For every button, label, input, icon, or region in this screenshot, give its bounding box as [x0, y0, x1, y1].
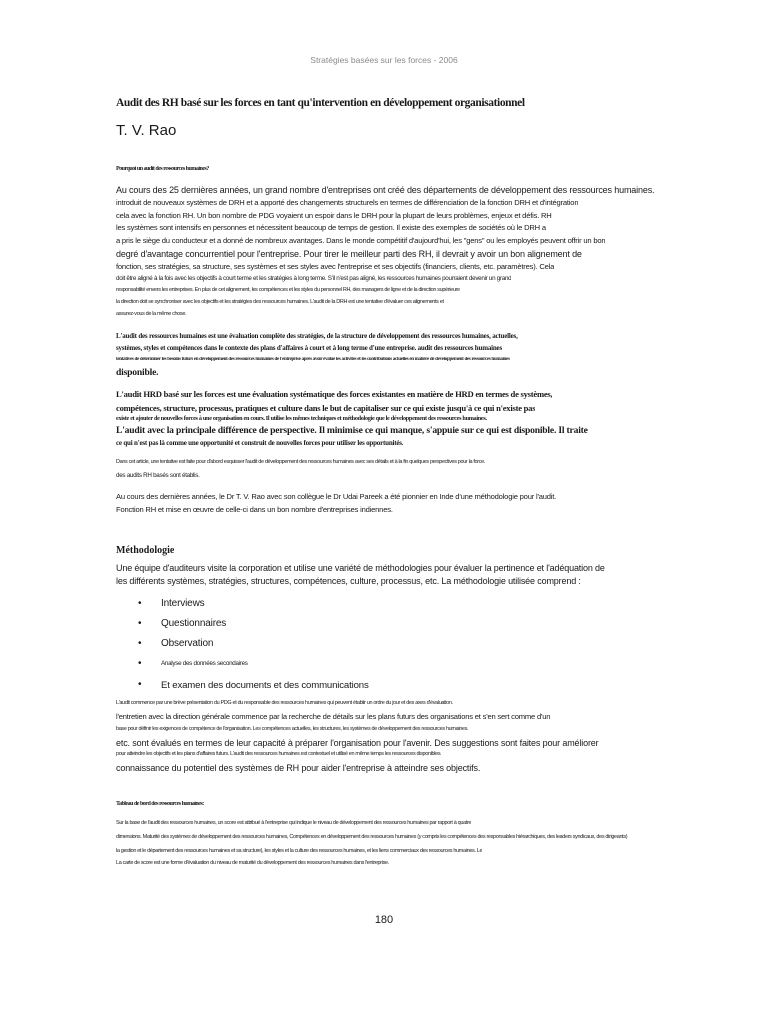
bullet-glyph: • — [138, 618, 142, 629]
list-item: Interviews — [161, 598, 205, 609]
bullet-glyph: • — [138, 598, 142, 609]
article-title: Audit des RH basé sur les forces en tant qu'intervention en développement organisationnel — [116, 97, 525, 109]
paragraph-line: L'audit HRD basé sur les forces est une évaluation systématique des forces existantes en matière de HRD en termes de systèmes, — [116, 389, 553, 399]
paragraph-line: existe et ajouter de nouvelles forces à une organisation en cours. Il utilise les mêmes techniques et méthodologie que le développement des ressources humaines. — [116, 415, 487, 422]
list-item: Observation — [161, 638, 214, 649]
paragraph-line: fonction, ses stratégies, sa structure, ses systèmes et ses styles avec l'entreprise et ses objectifs (financiers, clients, etc. paramètres). Cela — [116, 262, 555, 271]
running-header: Stratégies basées sur les forces - 2006 — [310, 55, 458, 65]
methodology-heading: Méthodologie — [116, 545, 175, 556]
paragraph-line: ce qui n'est pas là comme une opportunité et construit de nouvelles forces pour utiliser les opportunités. — [116, 439, 404, 447]
paragraph-line: Au cours des dernières années, le Dr T. V. Rao avec son collègue le Dr Udai Pareek a été pionnier en Inde d'une méthodologie pour l'audit. — [116, 492, 557, 501]
paragraph-line: cela avec la fonction RH. Un bon nombre de PDG voyaient un espoir dans le DRH pour la plupart de leurs problèmes, enjeux et défis. RH — [116, 211, 552, 220]
paragraph-line: a pris le siège du conducteur et a donné de nombreux avantages. Dans le monde compétitif d'aujourd'hui, les "gens" ou les employés peuvent offrir un bon — [116, 236, 606, 245]
page-number: 180 — [374, 914, 394, 926]
paragraph-line: l'entretien avec la direction générale commence par la recherche de détails sur les plans futurs des organisations et s'en sert comme d'un — [116, 712, 551, 721]
list-item: Analyse des données secondaires — [161, 660, 248, 667]
paragraph-line: Sur la base de l'audit des ressources humaines, un score est attribué à l'entreprise qui indique le niveau de développement des ressources humaines par rapport à quatre — [116, 820, 472, 826]
paragraph-line: les différents systèmes, stratégies, structures, compétences, culture, processus, etc. La méthodologie utilisée comprend : — [116, 576, 581, 586]
paragraph-line: connaissance du potentiel des systèmes de RH pour aider l'entreprise à atteindre ses objectifs. — [116, 763, 481, 773]
paragraph-line: systèmes, styles et compétences dans le contexte des plans d'affaires à court et à long terme d'une entreprise. audit des ressources humaines — [116, 344, 502, 352]
paragraph-line: Une équipe d'auditeurs visite la corporation et utilise une variété de méthodologies pour évaluer la pertinence et l'adéquation de — [116, 563, 605, 573]
paragraph-line: dimensions. Maturité des systèmes de développement des ressources humaines, Compétences en développement des ressources humaines (y compris les compétences des responsables hiérarchiques, des leaders syndicaux, des dirigeants) — [116, 834, 628, 840]
scorecard-heading: Tableau de bord des ressources humaines: — [116, 801, 204, 807]
paragraph-line: assurez-vous de la même chose. — [116, 311, 187, 317]
paragraph-line: Dans cet article, une tentative est faite pour d'abord esquisser l'audit de développement des ressources humaines avec ses détails et à la fin quelques perspectives pour la force. — [116, 459, 486, 465]
paragraph-line: base pour définir les exigences de compétence de l'organisation. Les compétences actuelles, les structures, les systèmes de développement des ressources humaines. — [116, 726, 469, 732]
paragraph-line: la gestion et le département des ressources humaines et sa structure), les styles et la culture des ressources humaines, et les liens commerciaux des ressources humaines. Le — [116, 848, 483, 854]
bullet-glyph: • — [138, 679, 142, 690]
bullet-glyph: • — [138, 658, 142, 669]
paragraph-line: L'audit des ressources humaines est une évaluation complète des stratégies, de la structure de développement des ressources humaines, actuelles, — [116, 332, 518, 340]
author-name: T. V. Rao — [116, 122, 177, 139]
paragraph-line: responsabilité envers les entreprises. En plus de cet alignement, les compétences et les styles du personnel RH, des managers de ligne et de la direction supérieure — [116, 287, 460, 293]
bullet-glyph: • — [138, 638, 142, 649]
paragraph-line: L'audit avec la principale différence de perspective. Il minimise ce qui manque, s'appuie sur ce qui est disponible. Il traite — [116, 425, 588, 436]
paragraph-line: etc. sont évalués en termes de leur capacité à préparer l'organisation pour l'avenir. Des suggestions sont faites pour améliorer — [116, 738, 599, 748]
paragraph-line: la direction doit se synchroniser avec les objectifs et les stratégies des ressources humaines. L'audit de la DRH est une tentative d'évaluer ces alignements et — [116, 299, 444, 305]
paragraph-line: Au cours des 25 dernières années, un grand nombre d'entreprises ont créé des départements de développement des ressources humaines. — [116, 185, 655, 195]
list-item: Et examen des documents et des communications — [161, 680, 369, 691]
paragraph-line: disponible. — [116, 367, 159, 378]
paragraph-line: La carte de score est une forme d'évaluation du niveau de maturité du développement des ressources humaines dans l'entreprise. — [116, 860, 389, 866]
paragraph-line: les systèmes sont intensifs en personnes et nécessitent beaucoup de temps de gestion. Il existe des exemples de sociétés où le DRH a — [116, 223, 546, 232]
paragraph-line: doit être aligné à la fois avec les objectifs à court terme et les stratégies à long terme. S'il n'est pas aligné, les ressources humaines pourraient devenir un grand — [116, 275, 512, 282]
paragraph-line: introduit de nouveaux systèmes de DRH et a apporté des changements structurels en termes de différenciation de la fonction DRH et d'intégration — [116, 198, 579, 207]
paragraph-line: degré d'avantage concurrentiel pour l'entreprise. Pour tirer le meilleur parti des RH, il devrait y avoir un bon alignement de — [116, 249, 582, 259]
paragraph-line: compétences, structure, processus, pratiques et culture dans le but de capitaliser sur ce qui existe jusqu'à ce qui n'existe pas — [116, 403, 536, 413]
paragraph-line: tentatives de déterminer les besoins futurs en développement des ressources humaines de l'entreprise après avoir évalué les activités et les contributions actuelles en matière de développement des ressources humaines — [116, 357, 510, 362]
paragraph-line: L'audit commence par une brève présentation du PDG et du responsable des ressources humaines qui peuvent établir un ordre du jour et des axes d'évaluation. — [116, 700, 453, 706]
paragraph-line: des audits RH basés sont établis. — [116, 472, 200, 479]
list-item: Questionnaires — [161, 618, 227, 629]
paragraph-line: Fonction RH et mise en œuvre de celle-ci dans un bon nombre d'entreprises indiennes. — [116, 505, 393, 514]
paragraph-line: pour atteindre les objectifs et les plans d'affaires futurs. L'audit des ressources humaines est contextuel et utilisé en même temps les ressources disponibles. — [116, 751, 442, 757]
section-heading: Pourquoi un audit des ressources humaines? — [116, 166, 209, 172]
